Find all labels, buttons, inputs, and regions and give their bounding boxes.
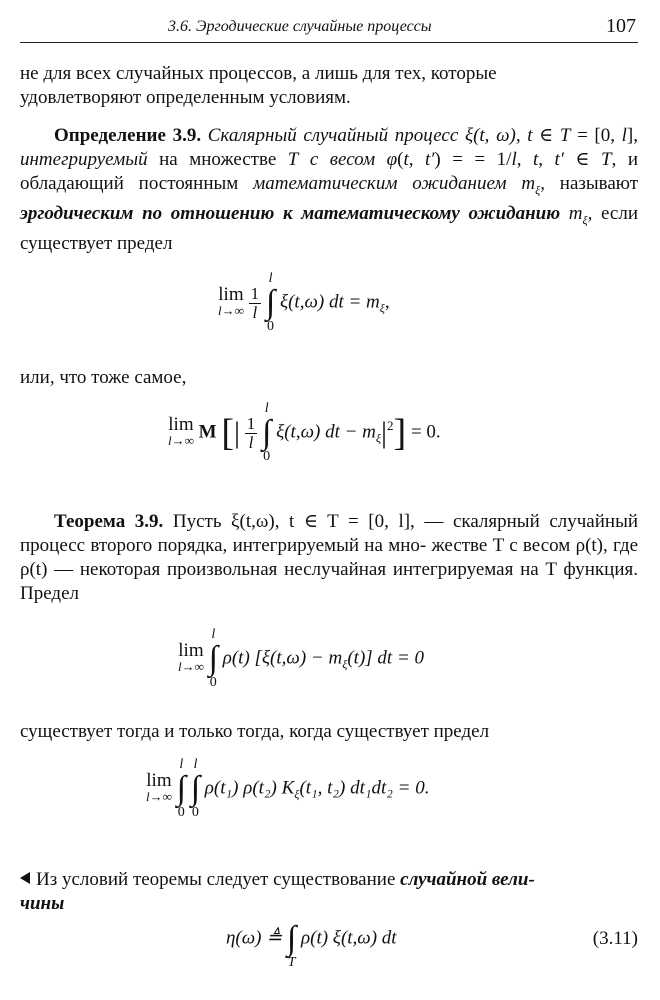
formula-4-body: ρ(t₁) ρ(t₂) K bbox=[204, 777, 295, 799]
formula-1-fraction: $\frac{1}{l}$ bbox=[250, 283, 260, 322]
formula-4-limit: lim l→∞ bbox=[146, 770, 172, 804]
definition-label: Определение 3.9. bbox=[54, 125, 202, 146]
definition-text-b: интегрируемый bbox=[20, 149, 148, 170]
formula-2: lim l→∞ M [| $\frac{1}{l}$ l ∫ 0 ξ(t,ω) dt − $m_\xi|^2] = 0$. bbox=[168, 401, 441, 464]
theorem-label: Теорема 3.9. bbox=[54, 511, 164, 532]
proof-start-icon bbox=[20, 872, 30, 884]
formula-2-body: ξ(t,ω) dt − m bbox=[276, 421, 376, 443]
exists-text: существует тогда и только тогда, когда существует предел bbox=[20, 721, 490, 742]
proof-emph-2: чины bbox=[20, 893, 65, 914]
formula-2-integral: l ∫ 0 bbox=[262, 401, 272, 464]
formula-4-integral-2: l ∫ 0 bbox=[190, 757, 201, 820]
formula-2-fraction: $\frac{1}{l}$ bbox=[246, 413, 256, 452]
section-title: 3.6. Эргодические случайные процессы bbox=[168, 18, 432, 35]
formula-1-integral: l ∫ 0 bbox=[265, 271, 276, 334]
formula-1-body: ξ(t,ω) dt = m bbox=[279, 291, 380, 313]
proof-emph: случайной вели- bbox=[400, 869, 535, 890]
formula-2-limit: lim l→∞ bbox=[168, 414, 194, 448]
formula-1: lim l→∞ $\frac{1}{l}$ l ∫ 0 ξ(t,ω) dt = $m_\xi$, bbox=[218, 271, 390, 334]
equation-number: (3.11) bbox=[592, 928, 638, 949]
formula-5-integral: ∫ T bbox=[286, 920, 297, 970]
intro-line-2: удовлетворяют определенным условиям. bbox=[20, 87, 351, 108]
theorem-line-2: случайный процесс второго порядка, интегрируемый на мно- bbox=[20, 511, 639, 556]
formula-3-integral: l ∫ 0 bbox=[208, 627, 218, 690]
theorem-text-a: Пусть ξ(t,ω), t ∈ T = [0, l], — скалярный bbox=[172, 511, 540, 532]
formula-4-integral-1: l ∫ 0 bbox=[176, 757, 186, 820]
intro-line-1: не для всех случайных процессов, а лишь для тех, которые bbox=[20, 63, 497, 84]
intro-paragraph bbox=[20, 62, 638, 110]
or-same-text: или, что тоже самое, bbox=[20, 367, 187, 388]
definition-text-h: эргодическим по отношению к математическому ожиданию bbox=[20, 202, 561, 224]
proof-text: Из условий теоремы следует существование bbox=[36, 869, 396, 890]
formula-1-limit: lim l→∞ bbox=[218, 284, 244, 318]
definition-text-g: называют bbox=[559, 173, 639, 194]
formula-5 bbox=[226, 908, 397, 970]
theorem-paragraph bbox=[20, 510, 638, 606]
page-number: 107 bbox=[606, 15, 636, 37]
definition-text-a: Скалярный случайный процесс bbox=[207, 125, 459, 146]
formula-3-limit: lim l→∞ bbox=[178, 640, 204, 674]
formula-4: lim l→∞ l ∫ 0 l ∫ 0 ρ(t₁) ρ(t₂) $K_\xi(t_1$, t₂) dt₁dt₂ = 0. bbox=[146, 757, 430, 820]
theorem-line-4: неслучайная интегрируемая на T функция. Предел bbox=[20, 559, 638, 604]
definition-text-f: математическим ожиданием bbox=[253, 173, 507, 194]
running-header bbox=[20, 14, 638, 43]
definition-text-c: на множестве bbox=[159, 149, 277, 170]
formula-5-lhs: η(ω) ≜ bbox=[226, 927, 283, 949]
theorem-line-3: жестве T с весом ρ(t), где ρ(t) — некоторая произвольная bbox=[20, 535, 639, 580]
formula-3: lim l→∞ l ∫ 0 ρ(t) $[\xi(t,\omega) - m_\xi(t)]$ dt = 0 bbox=[178, 627, 425, 690]
definition-text-d: с весом bbox=[309, 149, 376, 170]
formula-2-M: M bbox=[198, 421, 217, 443]
formula-5-body: ρ(t) ξ(t,ω) dt bbox=[301, 927, 397, 949]
definition-text-i: если существует предел bbox=[20, 202, 638, 254]
definition-paragraph: Определение 3.9. Скалярный случайный процесс ξ(t, ω), t ∈ T = [0, l], интегрируемый на множестве T с весом φ(t, t′) = = 1/l, t, t′ ∈ T, и обладающий постоянным математическим ожиданием $m_\xi$, называют эргодическим по отношению к математическому ожиданию $m_\xi$, если существует предел bbox=[20, 125, 639, 254]
definition-text-e: и обладающий постоянным bbox=[20, 149, 638, 194]
formula-3-body: ρ(t) [ξ(t,ω) − m bbox=[222, 647, 343, 669]
